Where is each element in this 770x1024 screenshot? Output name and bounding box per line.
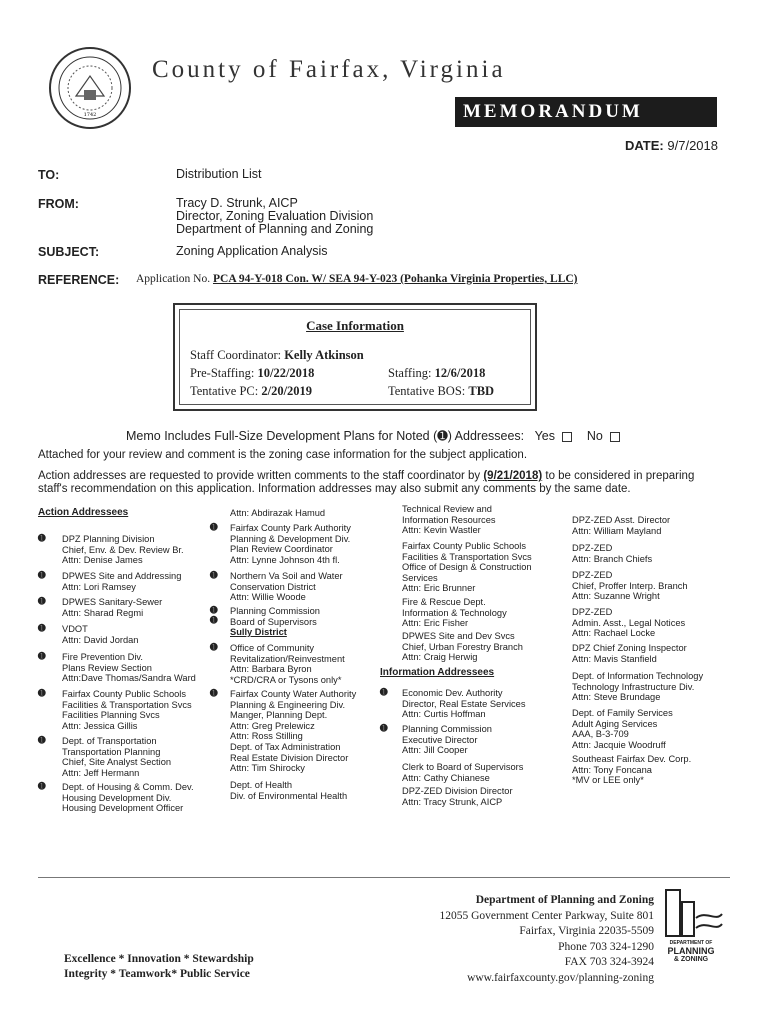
dpz-logo — [656, 888, 726, 968]
plan-bullet-icon: ➊ — [38, 688, 46, 698]
date-label: DATE: — [625, 138, 664, 153]
action-addressees-label: Action Addressees — [38, 507, 129, 518]
building-logo-icon — [656, 888, 726, 940]
list-item: DPZ-ZED Attn: Branch Chiefs — [572, 543, 653, 564]
list-item: Fairfax County Public Schools Facilities & Transportation Svcs Office of Design & Construction Services Attn: Eric Brunner — [402, 541, 532, 594]
list-item: Attn: Abdirazak Hamud — [230, 508, 326, 518]
dept-address-line: Fairfax, Virginia 22035-5509 — [519, 925, 654, 937]
distribution-col-4 — [572, 0, 742, 880]
attached-paragraph: Attached for your review and comment is the zoning case information for the subject application. — [38, 449, 528, 461]
action-text-1: Action addresses are requested to provide written comments to the staff coordinator by — [38, 470, 481, 482]
list-item: DPZ Planning Division Chief, Env. & Dev. Review Br. Attn: Denise James — [62, 534, 184, 566]
staff-coordinator-value: Kelly Atkinson — [284, 348, 364, 362]
list-item: Clerk to Board of Supervisors Attn: Cathy Chianese — [402, 762, 524, 783]
plan-bullet-icon: ➊ — [38, 735, 46, 745]
memorandum-banner: MEMORANDUM — [455, 97, 717, 127]
list-item: Fairfax County Water Authority Planning & Engineering Div. Manger, Planning Dept. Attn: Greg Prelewicz Attn: Ross Stilling — [230, 689, 357, 742]
motto — [64, 952, 254, 982]
to-value: Distribution List — [176, 167, 262, 181]
distribution-col-2 — [210, 0, 380, 880]
motto-line: Integrity * Teamwork* Public Service — [64, 968, 250, 980]
list-item: Dept. of Health Div. of Environmental Health — [230, 780, 348, 801]
list-item: DPZ-ZED Chief, Proffer Interp. Branch Attn: Suzanne Wright — [572, 570, 688, 602]
plan-bullet-icon: ➊ — [38, 651, 46, 661]
dept-website[interactable]: www.fairfaxcounty.gov/planning-zoning — [467, 971, 654, 984]
list-item: Fairfax County Park Authority Planning & Development Div. Plan Review Coordinator Attn: Lynne Johnson 4th fl. — [230, 523, 351, 565]
plan-bullet-icon: ➊ — [38, 623, 46, 633]
list-item: Fairfax County Public Schools Facilities & Transportation Svcs Facilities Planning Svcs Attn: Jessica Gillis — [62, 689, 192, 731]
plan-bullet-icon: ➊ — [380, 723, 388, 733]
list-item: Technical Review and Information Resources Attn: Kevin Wastler — [402, 504, 496, 536]
distribution-col-1 — [38, 0, 218, 880]
subject-value: Zoning Application Analysis — [176, 244, 328, 258]
logo-text-top: DEPARTMENT OF — [669, 940, 713, 946]
motto-line: Excellence * Innovation * Stewardship — [64, 953, 254, 965]
list-item: DPWES Site and Addressing Attn: Lori Ramsey — [62, 571, 182, 592]
list-item: DPWES Sanitary-Sewer Attn: Sharad Regmi — [62, 597, 163, 618]
plan-bullet-icon: ➊ — [38, 781, 46, 791]
plan-bullet-icon: ➊ — [210, 522, 218, 532]
county-title: County of Fairfax, Virginia — [152, 56, 506, 83]
case-info-title: Case Information — [306, 318, 404, 333]
dept-fax: FAX 703 324-3924 — [564, 956, 654, 968]
tentative-pc-value: 2/20/2019 — [261, 384, 313, 398]
list-item: DPZ-ZED Admin. Asst., Legal Notices Attn: Rachael Locke — [572, 607, 686, 639]
distribution-col-3 — [380, 0, 560, 880]
reference-application: PCA 94-Y-018 Con. W/ SEA 94-Y-023 (Pohanka Virginia Properties, LLC) — [212, 273, 578, 285]
staff-coordinator-label: Staff Coordinator: — [190, 348, 282, 362]
dept-name: Department of Planning and Zoning — [475, 894, 654, 906]
plan-bullet-icon: ➊ — [210, 615, 218, 625]
yes-label: Yes — [534, 429, 555, 443]
list-item: DPZ Chief Zoning Inspector Attn: Mavis Stanfield — [572, 643, 687, 664]
plan-bullet-icon: ➊ — [210, 605, 218, 615]
dept-address-line: 12055 Government Center Parkway, Suite 801 — [439, 909, 654, 922]
memo-includes-text: Memo Includes Full-Size Development Plans for Noted (➊) Addressees: — [126, 429, 525, 443]
information-addressees-label: Information Addressees — [380, 667, 495, 678]
list-item: Dept. of Tax Administration Real Estate Division Director Attn: Tim Shirocky — [230, 742, 349, 774]
department-address-block — [410, 893, 654, 986]
from-line: Tracy D. Strunk, AICP — [176, 196, 298, 210]
to-label: TO: — [38, 168, 60, 182]
plan-bullet-icon: ➊ — [210, 688, 218, 698]
list-item: Fire Prevention Div. Plans Review Section Attn:Dave Thomas/Sandra Ward — [62, 652, 196, 684]
date-value: 9/7/2018 — [667, 138, 718, 153]
list-item: Dept. of Transportation Transportation Planning Chief, Site Analyst Section Attn: Jeff Hermann — [62, 736, 172, 778]
plan-bullet-icon: ➊ — [38, 533, 46, 543]
district-name: Sully District — [230, 627, 287, 637]
logo-text-mid: PLANNING — [667, 946, 715, 956]
list-item: Southeast Fairfax Dev. Corp. Attn: Tony Foncana *MV or LEE only* — [572, 754, 692, 786]
subject-label: SUBJECT: — [38, 245, 100, 259]
list-item: Office of Community Revitalization/Reinvestment Attn: Barbara Byron *CRD/CRA or Tysons only* — [230, 643, 345, 685]
pre-staffing-label: Pre-Staffing: — [190, 366, 255, 380]
list-item: Dept. of Information Technology Technology Infrastructure Div. Attn: Steve Brundage — [572, 671, 704, 703]
dept-phone: Phone 703 324-1290 — [558, 940, 654, 953]
list-item: Dept. of Housing & Comm. Dev. Housing Development Div. Housing Development Officer — [62, 782, 194, 814]
pre-staffing-value: 10/22/2018 — [257, 366, 315, 380]
tentative-bos-value: TBD — [468, 384, 495, 398]
logo-text-bottom: & ZONING — [673, 956, 709, 963]
reference-prefix: Application No. — [136, 273, 211, 285]
tentative-pc-label: Tentative PC: — [190, 384, 259, 398]
tentative-bos-label: Tentative BOS: — [388, 384, 466, 398]
list-item: DPWES Site and Dev Svcs Chief, Urban Forestry Branch Attn: Craig Herwig — [402, 631, 523, 663]
staffing-value: 12/6/2018 — [434, 366, 486, 380]
reference-label: REFERENCE: — [38, 273, 120, 287]
plan-bullet-icon: ➊ — [210, 642, 218, 652]
from-label: FROM: — [38, 197, 79, 211]
list-item: Dept. of Family Services Adult Aging Services AAA, B-3-709 Attn: Jacquie Woodruff — [572, 708, 673, 750]
list-item: VDOT Attn: David Jordan — [62, 624, 139, 645]
yes-checkbox[interactable] — [562, 432, 572, 442]
from-line: Director, Zoning Evaluation Division — [176, 209, 374, 223]
list-item: Economic Dev. Authority Director, Real Estate Services Attn: Curtis Hoffman — [402, 688, 526, 720]
list-item: Planning Commission Board of Supervisors — [230, 606, 320, 627]
list-item: Fire & Rescue Dept. Information & Technology Attn: Eric Fisher — [402, 597, 507, 629]
no-label: No — [586, 429, 603, 443]
svg-text:1742: 1742 — [83, 112, 97, 118]
action-text-3: staff's recommendation on this application. Information addresses may also submit any comments by the same date. — [38, 482, 631, 495]
plan-bullet-icon: ➊ — [38, 570, 46, 580]
plan-bullet-icon: ➊ — [38, 596, 46, 606]
staffing-label: Staffing: — [388, 366, 432, 380]
from-line: Department of Planning and Zoning — [176, 222, 374, 236]
list-item: Planning Commission Executive Director Attn: Jill Cooper — [402, 724, 492, 756]
plan-bullet-icon: ➊ — [380, 687, 388, 697]
action-due-date: (9/21/2018) — [483, 470, 543, 482]
list-item: DPZ-ZED Asst. Director Attn: William Mayland — [572, 515, 671, 536]
list-item: DPZ-ZED Division Director Attn: Tracy Strunk, AICP — [402, 786, 513, 807]
action-text-2: to be considered in preparing — [545, 470, 695, 482]
plan-bullet-icon: ➊ — [210, 570, 218, 580]
list-item: Northern Va Soil and Water Conservation District Attn: Willie Woode — [230, 571, 343, 603]
footer-divider — [38, 877, 730, 878]
